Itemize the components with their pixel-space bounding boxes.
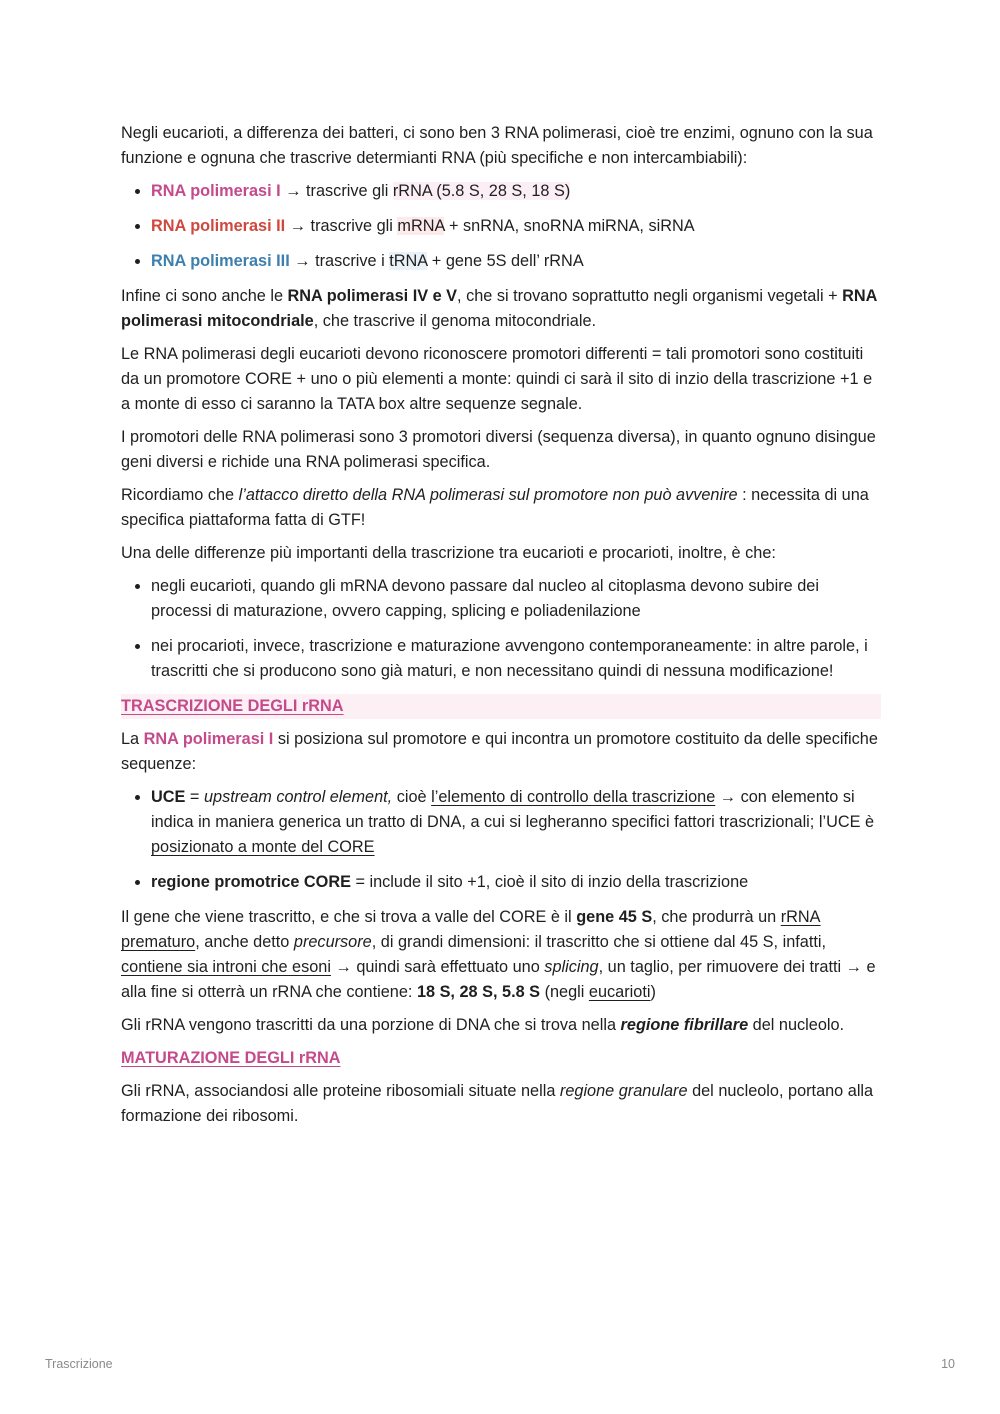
- intro-paragraph: Negli eucarioti, a differenza dei batteri, ci sono ben 3 RNA polimerasi, cioè tre enzimi, ognuno con la sua funzione e ognuna che trascrive determianti RNA (più specifiche e non intercambiabili):: [121, 124, 873, 167]
- arrow: →: [280, 182, 307, 200]
- paragraph-gene: Il gene che viene trascritto, e che si trova a valle del CORE è il gene 45 S, che produrrà un rRNA prematuro, anche detto precursore, di grandi dimensioni: il trascritto che si ottiene dal 45 S, infatti, contiene sia introni che esoni → quindi sarà effettuato uno splicing, un taglio, per rimuovere dei tratti → e alla fine si otterrà un rRNA che contiene: 18 S, 28 S, 5.8 S (negli eucarioti): [121, 908, 876, 1001]
- polymerase-name: RNA polimerasi III: [151, 252, 290, 270]
- highlight: tRNA: [389, 252, 428, 270]
- highlight: mRNA: [397, 217, 445, 235]
- paragraph-ribosomi: Gli rRNA, associandosi alle proteine ribosomiali situate nella regione granulare del nucleolo, portano alla formazione dei ribosomi.: [121, 1082, 874, 1125]
- paragraph-promotori-2: I promotori delle RNA polimerasi sono 3 promotori diversi (sequenza diversa), in quanto ognuno disingue geni diversi e richide una RNA polimerasi specifica.: [121, 428, 876, 471]
- paragraph-promotori-1: Le RNA polimerasi degli eucarioti devono riconoscere promotori differenti = tali promotori sono costituiti da un promotore CORE + uno o più elementi a monte: quindi ci sarà il sito di inzio della trascrizione +1 e a monte di esso ci saranno la TATA box altre sequenze segnale.: [121, 345, 873, 413]
- list-item: • negli eucarioti, quando gli mRNA devono passare dal nucleo al citoplasma devono subire dei processi di maturazione, ovvero capping, splicing e poliadenilazione: [151, 574, 881, 624]
- paragraph-pol1: La RNA polimerasi I si posiziona sul promotore e qui incontra un promotore costituito da delle specifiche sequenze:: [121, 730, 878, 773]
- polymerase-list: [121, 179, 881, 274]
- page-number: 10: [941, 1357, 955, 1371]
- text: trascrive gli: [306, 182, 393, 200]
- list-item: [151, 214, 881, 239]
- arrow: →: [289, 252, 316, 270]
- text: trascrive i: [315, 252, 390, 270]
- polymerase-name: RNA polimerasi I: [151, 182, 281, 200]
- text: + gene 5S dell’ rRNA: [427, 252, 584, 270]
- footer-title: Trascrizione: [45, 1357, 113, 1371]
- list-item: • nei procarioti, invece, trascrizione e maturazione avvengono contemporaneamente: in altre parole, i trascritti che si producono sono già maturi, e non necessitano quindi di nessuna modificazione!: [151, 634, 881, 684]
- promoter-elements-list: [121, 785, 881, 895]
- text: trascrive gli: [310, 217, 398, 235]
- polymerase-name: RNA polimerasi II: [151, 217, 286, 235]
- paragraph-iv-v: Infine ci sono anche le RNA polimerasi IV e V, che si trovano soprattutto negli organismi vegetali + RNA polimerasi mitocondriale, che trascrive il genoma mitocondriale.: [121, 287, 877, 330]
- paragraph-regione: Gli rRNA vengono trascritti da una porzione di DNA che si trova nella regione fibrillare del nucleolo.: [121, 1016, 845, 1034]
- list-item: [151, 249, 881, 274]
- paragraph-ricordiamo: Ricordiamo che l’attacco diretto della RNA polimerasi sul promotore non può avvenire : necessita di una specifica piattaforma fatta di GTF!: [121, 486, 869, 529]
- list-item: [151, 179, 881, 204]
- document-body: [121, 121, 881, 1137]
- highlight: rRNA (5.8 S, 28 S, 18 S): [392, 182, 571, 200]
- text: + snRNA, snoRNA miRNA, siRNA: [444, 217, 695, 235]
- differenze-list: [121, 574, 881, 684]
- arrow: →: [285, 217, 311, 235]
- list-item: • UCE = upstream control element, cioè l’elemento di controllo della trascrizione → con elemento si indica in maniera generica un tratto di DNA, a cui si legheranno specifici fattori trascrizionali; l’UCE è posizionato a monte del CORE: [151, 785, 881, 860]
- section-heading: TRASCRIZIONE DEGLI rRNA: [121, 694, 881, 719]
- paragraph-differenze: Una delle differenze più importanti della trascrizione tra eucarioti e procarioti, inoltre, è che:: [121, 544, 776, 562]
- list-item: • regione promotrice CORE = include il sito +1, cioè il sito di inzio della trascrizione: [151, 870, 881, 895]
- section-heading: MATURAZIONE DEGLI rRNA: [121, 1049, 341, 1067]
